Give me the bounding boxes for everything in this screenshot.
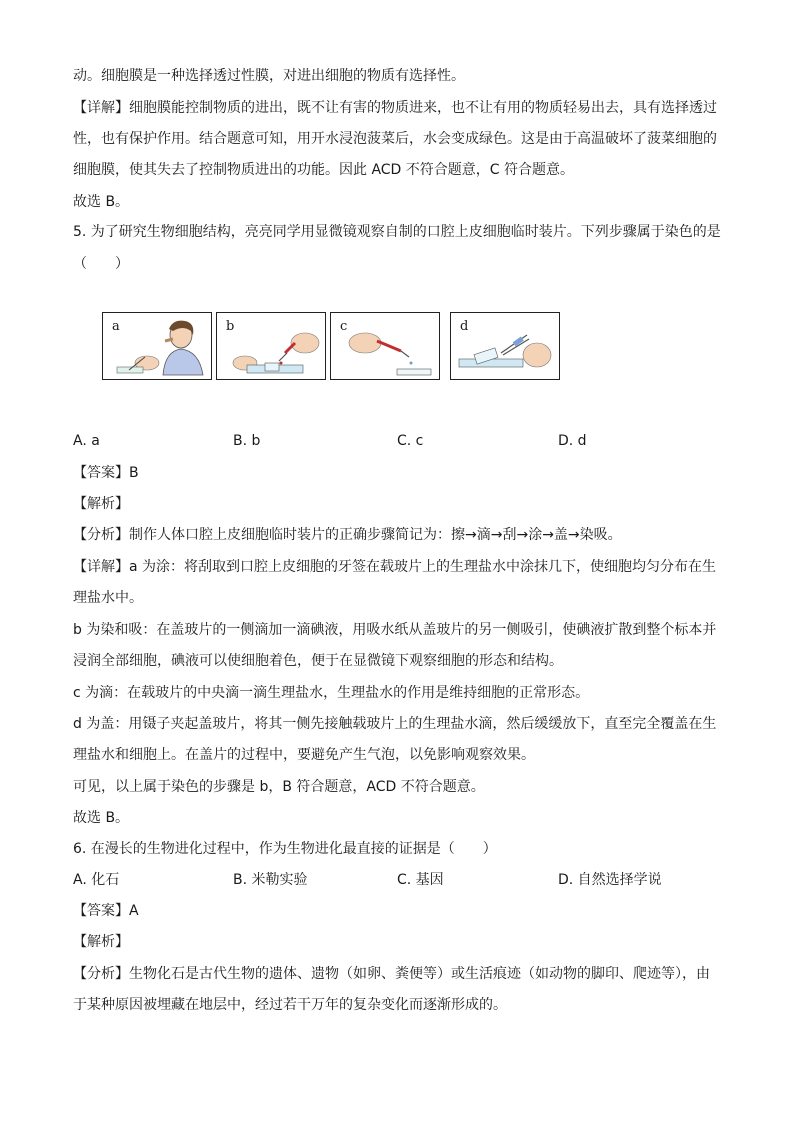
text-line: 浸润全部细胞，碘液可以使细胞着色，便于在显微镜下观察细胞的形态和结构。 bbox=[73, 653, 563, 669]
analysis-label: 【解析】 bbox=[73, 496, 129, 512]
text-line: 性，也有保护作用。结合题意可知，用开水浸泡菠菜后，水会变成绿色。这是由于高温破坏了菠菜细胞的 bbox=[73, 131, 717, 147]
question-5-stem: 5. 为了研究生物细胞结构，亮亮同学用显微镜观察自制的口腔上皮细胞临时装片。下列步骤属于染色的是 bbox=[73, 224, 721, 240]
analysis-label: 【解析】 bbox=[73, 934, 129, 950]
text-line: 理盐水和细胞上。在盖片的过程中，要避免产生气泡，以免影响观察效果。 bbox=[73, 747, 535, 763]
illustration-person-swab bbox=[103, 313, 211, 379]
illustration-tweezers-coverslip bbox=[451, 313, 559, 379]
text-line: b 为染和吸：在盖玻片的一侧滴加一滴碘液，用吸水纸从盖玻片的另一侧吸引，使碘液扩散到整个标本并 bbox=[73, 622, 717, 638]
text-line: c 为滴：在载玻片的中央滴一滴生理盐水，生理盐水的作用是维持细胞的正常形态。 bbox=[73, 685, 590, 701]
text-line: 细胞膜，使其失去了控制物质进出的功能。因此 ACD 不符合题意，C 符合题意。 bbox=[73, 162, 575, 178]
option-c: C. 基因 bbox=[397, 872, 444, 888]
figure-label: b bbox=[226, 319, 235, 334]
option-c: C. c bbox=[397, 433, 424, 449]
illustration-dropper-stain bbox=[217, 313, 325, 379]
option-d: D. d bbox=[558, 433, 587, 449]
answer-label: 【答案】B bbox=[73, 465, 139, 481]
text-line: 故选 B。 bbox=[73, 810, 130, 826]
text-line: d 为盖：用镊子夹起盖玻片，将其一侧先接触载玻片上的生理盐水滴，然后缓缓放下，直至完全覆盖在生 bbox=[73, 716, 717, 732]
text-line: 【分析】生物化石是古代生物的遗体、遗物（如卵、粪便等）或生活痕迹（如动物的脚印、爬迹等），由 bbox=[73, 966, 710, 982]
figure-panel-a bbox=[102, 312, 212, 380]
text-line: 于某种原因被埋藏在地层中，经过若干万年的复杂变化而逐渐形成的。 bbox=[73, 997, 507, 1013]
figure-label: a bbox=[112, 319, 120, 334]
option-a: A. 化石 bbox=[73, 872, 120, 888]
option-b: B. b bbox=[233, 433, 261, 449]
text-line: 故选 B。 bbox=[73, 194, 130, 210]
figure-panel-b bbox=[216, 312, 326, 380]
figure-panel-d bbox=[450, 312, 560, 380]
option-b: B. 米勒实验 bbox=[233, 872, 308, 888]
text-line: 动。细胞膜是一种选择透过性膜，对进出细胞的物质有选择性。 bbox=[73, 68, 465, 84]
text-line: 理盐水中。 bbox=[73, 590, 143, 606]
text-line: 【分析】制作人体口腔上皮细胞临时装片的正确步骤简记为：擦→滴→刮→涂→盖→染吸。 bbox=[73, 527, 622, 543]
figure-label: d bbox=[460, 319, 469, 334]
option-d: D. 自然选择学说 bbox=[558, 872, 662, 888]
question-6-stem: 6. 在漫长的生物进化过程中，作为生物进化最直接的证据是（ ） bbox=[73, 841, 497, 857]
option-a: A. a bbox=[73, 433, 100, 449]
figure-panel-c bbox=[330, 312, 440, 380]
illustration-drop-saline bbox=[331, 313, 439, 379]
text-line: 【详解】a 为涂：将刮取到口腔上皮细胞的牙签在载玻片上的生理盐水中涂抹几下，使细胞均匀分布在生 bbox=[73, 559, 717, 575]
text-line: 【详解】细胞膜能控制物质的进出，既不让有害的物质进来，也不让有用的物质轻易出去，具有选择透过 bbox=[73, 100, 717, 116]
answer-label: 【答案】A bbox=[73, 903, 139, 919]
text-line: 可见，以上属于染色的步骤是 b，B 符合题意，ACD 不符合题意。 bbox=[73, 779, 485, 795]
question-5-bracket: （ ） bbox=[73, 256, 129, 272]
figure-label: c bbox=[340, 319, 348, 334]
